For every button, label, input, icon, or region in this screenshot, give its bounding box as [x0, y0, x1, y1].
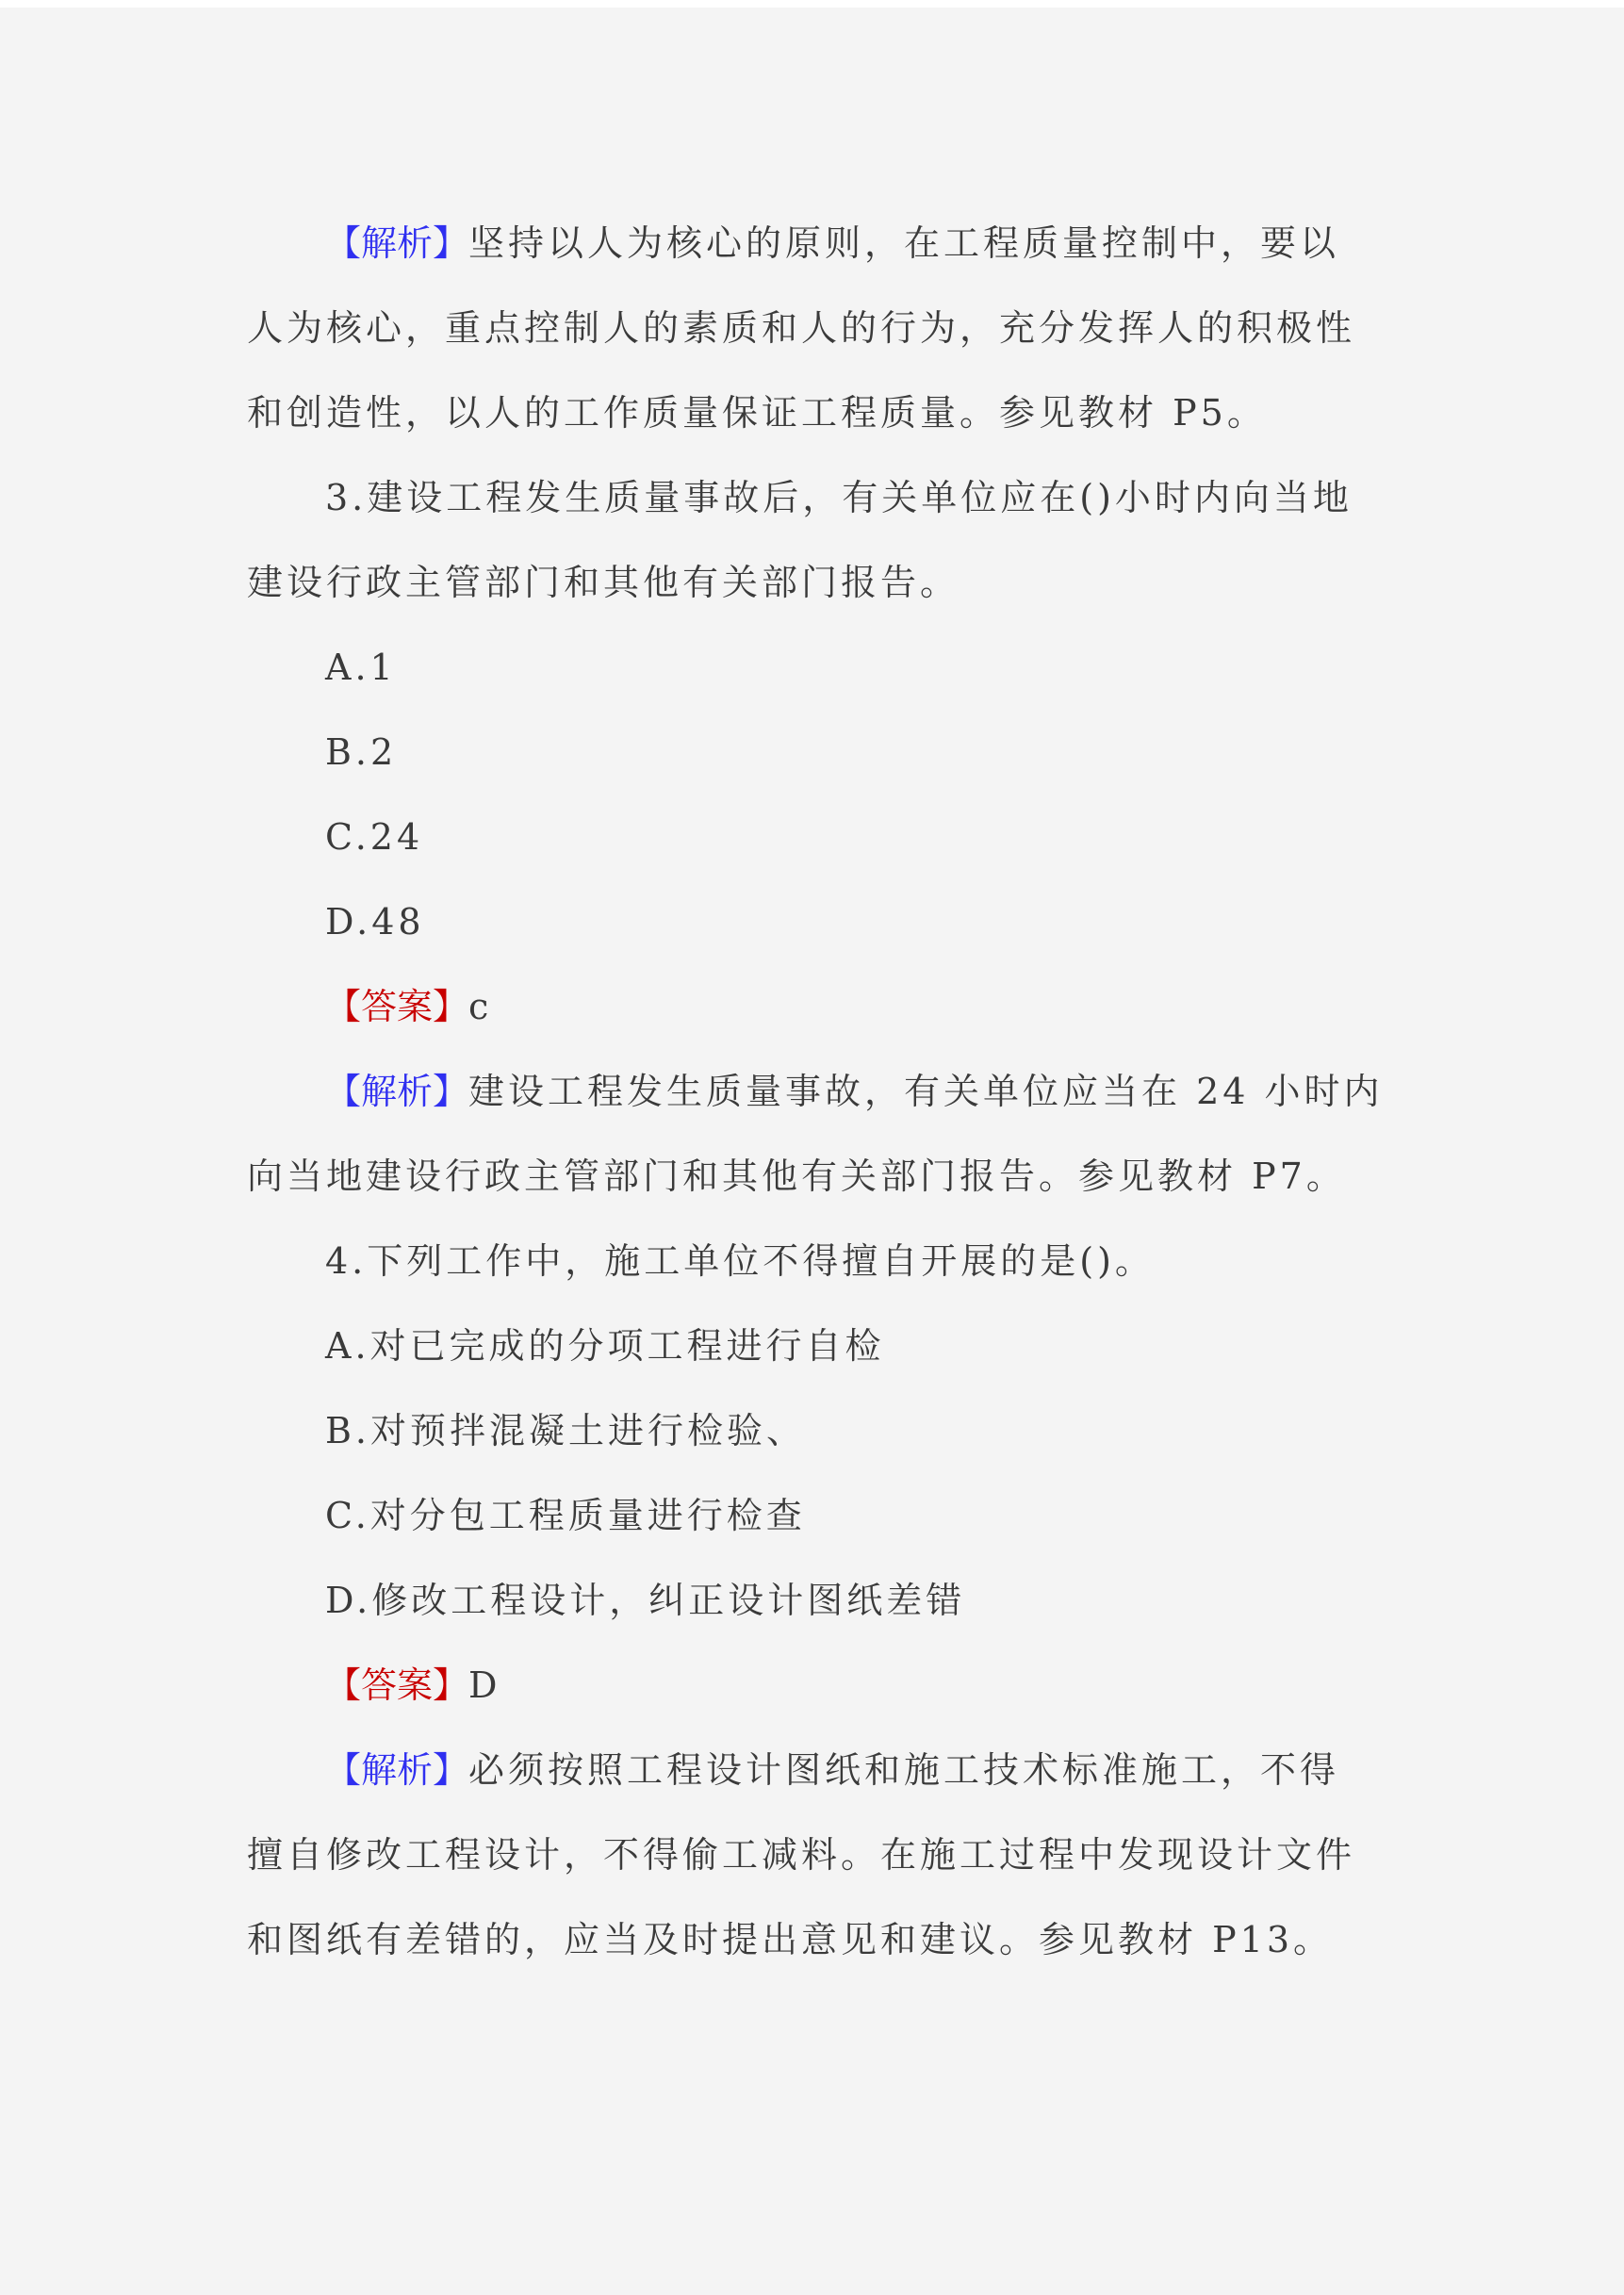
question-3-stem-line-1 — [247, 464, 1378, 549]
option-text: D.修改工程设计，纠正设计图纸差错 — [325, 1580, 966, 1621]
analysis-q2-line-1 — [247, 209, 1378, 294]
analysis-q2-line-2 — [247, 294, 1378, 379]
question-4-analysis-line-1 — [247, 1736, 1378, 1821]
analysis-text: 和创造性，以人的工作质量保证工程质量。参见教材 P5。 — [247, 392, 1267, 434]
analysis-tag: 【解析】 — [325, 222, 469, 264]
option-text: C.对分包工程质量进行检查 — [325, 1495, 806, 1536]
answer-tag: 【答案】 — [325, 986, 469, 1027]
question-3-analysis-line-2 — [247, 1142, 1378, 1227]
option-text: D.48 — [325, 901, 425, 943]
question-3-option-b — [247, 718, 1378, 803]
question-4-option-a — [247, 1312, 1378, 1397]
question-stem: 建设行政主管部门和其他有关部门报告。 — [247, 562, 960, 603]
question-4-answer — [247, 1651, 1378, 1736]
question-4-analysis-line-3 — [247, 1906, 1378, 1991]
answer-value: D — [468, 1664, 501, 1706]
analysis-tag: 【解析】 — [325, 1749, 469, 1791]
option-text: C.24 — [325, 816, 424, 858]
question-4-stem-line-1 — [247, 1227, 1378, 1312]
analysis-q2-line-3 — [247, 379, 1378, 464]
analysis-text: 擅自修改工程设计，不得偷工减料。在施工过程中发现设计文件 — [247, 1834, 1356, 1876]
answer-value: c — [468, 986, 493, 1027]
option-text: A.对已完成的分项工程进行自检 — [325, 1325, 885, 1367]
option-text: A.1 — [325, 647, 397, 688]
analysis-tag: 【解析】 — [325, 1071, 469, 1112]
question-4-option-c — [247, 1482, 1378, 1566]
question-3-option-d — [247, 888, 1378, 973]
question-4-option-b — [247, 1397, 1378, 1482]
analysis-text: 坚持以人为核心的原则，在工程质量控制中，要以 — [468, 222, 1340, 264]
question-3-answer — [247, 973, 1378, 1057]
question-stem: 4.下列工作中，施工单位不得擅自开展的是()。 — [325, 1240, 1155, 1282]
option-text: B.2 — [325, 731, 398, 773]
analysis-text: 向当地建设行政主管部门和其他有关部门报告。参见教材 P7。 — [247, 1156, 1346, 1197]
question-4-analysis-line-2 — [247, 1821, 1378, 1906]
analysis-text: 必须按照工程设计图纸和施工技术标准施工，不得 — [468, 1749, 1340, 1791]
analysis-text: 建设工程发生质量事故，有关单位应当在 24 小时内 — [468, 1071, 1384, 1112]
document-page — [247, 209, 1384, 1991]
question-4-option-d — [247, 1566, 1378, 1651]
question-3-stem-line-2 — [247, 549, 1378, 633]
question-stem: 3.建设工程发生质量事故后，有关单位应在()小时内向当地 — [325, 477, 1353, 518]
answer-tag: 【答案】 — [325, 1664, 469, 1706]
question-3-option-a — [247, 633, 1378, 718]
question-3-option-c — [247, 803, 1378, 888]
question-3-analysis-line-1 — [247, 1057, 1384, 1142]
analysis-text: 和图纸有差错的，应当及时提出意见和建议。参见教材 P13。 — [247, 1919, 1334, 1960]
analysis-text: 人为核心，重点控制人的素质和人的行为，充分发挥人的积极性 — [247, 307, 1356, 349]
page-top-band — [0, 0, 1624, 8]
option-text: B.对预拌混凝土进行检验、 — [325, 1410, 807, 1451]
